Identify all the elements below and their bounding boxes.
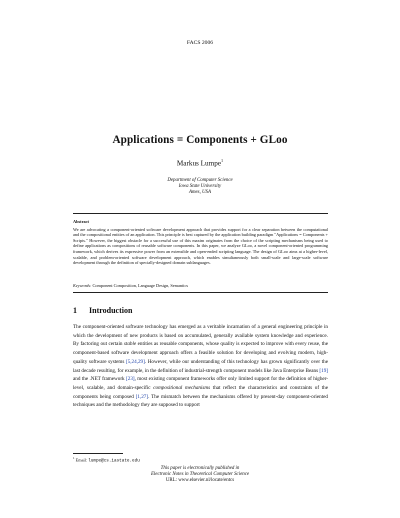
citation-link[interactable]: [19] bbox=[319, 367, 328, 374]
abstract bbox=[73, 219, 328, 266]
publication-note bbox=[0, 466, 400, 484]
footnote-email[interactable]: lumpe@cs.iastate.edu bbox=[88, 458, 140, 464]
section-heading bbox=[73, 306, 328, 315]
footnote-rule bbox=[73, 453, 123, 454]
abstract-text: We are advocating a component-oriented software development approach that provides support for a clear separation between the computational and the compositional entities of an application. This principle is best captured by the application building paradigm "Applications = Components + Scripts." However, the biggest obstacle for a successful use of this maxim originates from the choice of the scripting mechanisms being used to define applications as compositions of reusable software components. In this paper, we analyze GLoo, a novel component-oriented programming framework, which derives its expressive power from an extensible and open-ended scripting language. The design of GLoo aims at a higher-level, scalable, and problem-oriented software development approach, which enables simultaneously both small-scale and large-scale software development through the definition of specially-designed domain sublanguages. bbox=[73, 226, 328, 266]
author-name: Markus Lumpe bbox=[176, 159, 222, 168]
affiliation-city: Ames, USA bbox=[188, 190, 211, 196]
author-line bbox=[0, 158, 400, 167]
body-emphasis: compositional mechanisms bbox=[153, 384, 211, 391]
section-number: 1 bbox=[73, 306, 77, 315]
keywords-text: Component Composition, Language Design, Semantics bbox=[92, 283, 189, 288]
affiliation-department: Department of Computer Science bbox=[167, 178, 233, 183]
footnote-mark: 1 bbox=[73, 456, 75, 460]
abstract-label: Abstract bbox=[73, 219, 89, 224]
body-emphasis: stable bbox=[123, 341, 137, 348]
body-text-run: , most existing component frameworks offer only limited support for the definition of higher-level, scalable, and domain-specific bbox=[73, 376, 328, 391]
body-text-run: . The mismatch between the mechanisms offered by present-day component-oriented techniques and the methodology they are supposed to support bbox=[73, 393, 328, 409]
body-text-run: and the .NET framework bbox=[73, 376, 125, 383]
affiliation-university: Iowa State University bbox=[178, 184, 222, 190]
abstract-bottom-rule bbox=[73, 292, 328, 293]
author-footnote-mark: 1 bbox=[221, 158, 224, 163]
section-title: Introduction bbox=[89, 306, 133, 315]
citation-link[interactable]: [5,24,29] bbox=[125, 358, 145, 365]
affiliation bbox=[0, 178, 400, 197]
introduction-paragraph bbox=[73, 323, 328, 410]
publication-journal: Electronic Notes in Theoretical Computer Science bbox=[150, 472, 250, 478]
abstract-top-rule bbox=[73, 213, 328, 214]
header-note: FACS 2006 bbox=[186, 40, 214, 46]
body-text-run: entities as reusable components, whose quality is expected to improve with every reuse, the component-based software development approach offers a feasible solution for developing and evolving modern, high-quality software systems bbox=[73, 341, 328, 365]
keywords-label: Keywords: bbox=[73, 283, 92, 288]
keywords bbox=[73, 283, 328, 288]
citation-link[interactable]: [23] bbox=[126, 376, 135, 383]
citation-link[interactable]: [1,27] bbox=[135, 393, 149, 400]
body-text-run: that reflect the characteristics and constraints of the components being composed bbox=[73, 384, 328, 400]
publication-line: This paper is electronically published in bbox=[160, 466, 240, 471]
footnote bbox=[73, 456, 328, 463]
body-text-run: The component-oriented software technology has emerged as a veritable incarnation of a general engineering principle in which the development of new products is based on accumulated, generally available system knowledge and experience. By factoring out certain bbox=[73, 324, 328, 348]
paper-title: Applications = Components + GLoo bbox=[112, 134, 288, 146]
introduction-body bbox=[73, 323, 328, 410]
footnote-label: Email: bbox=[75, 457, 88, 463]
body-text-run: . However, while our understanding of this technology has grown significantly over the last decade resulting, for example, in the definition of industrial-strength component models like Java Enterprise Beans bbox=[73, 358, 328, 374]
publication-url[interactable]: URL: www.elsevier.nl/locate/entcs bbox=[165, 478, 235, 484]
